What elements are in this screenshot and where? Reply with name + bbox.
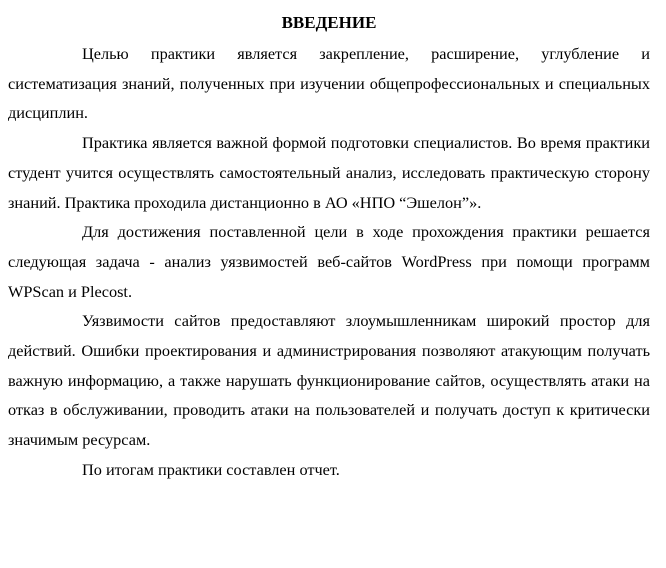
section-title: ВВЕДЕНИЕ: [281, 13, 377, 32]
paragraph-goal: Целью практики является закрепление, расширение, углубление и систематизация знаний, полученных при изучении общепрофессиональных и специальных дисциплин.: [8, 44, 650, 123]
paragraph-task: Для достижения поставленной цели в ходе прохождения практики решается следующая задача - анализ уязвимостей веб-сайтов WordPress при помощи программ WPScan и Plecost.: [8, 222, 650, 301]
paragraph-vulnerabilities: Уязвимости сайтов предоставляют злоумышленникам широкий простор для действий. Ошибки проектирования и администрирования позволяют атакующим получать важную информацию, а также нарушать функционирование сайтов, осуществлять атаки на отказ в обслуживании, проводить атаки на пользователей и получать доступ к критически значимым ресурсам.: [8, 311, 650, 450]
document-page: [8, 9, 650, 485]
paragraph-report: По итогам практики составлен отчет.: [82, 459, 340, 479]
paragraph-practice-form: Практика является важной формой подготовки специалистов. Во время практики студент учится осуществлять самостоятельный анализ, исследовать практическую сторону знаний. Практика проходила дистанционно в АО «НПО “Эшелон”».: [8, 133, 650, 212]
